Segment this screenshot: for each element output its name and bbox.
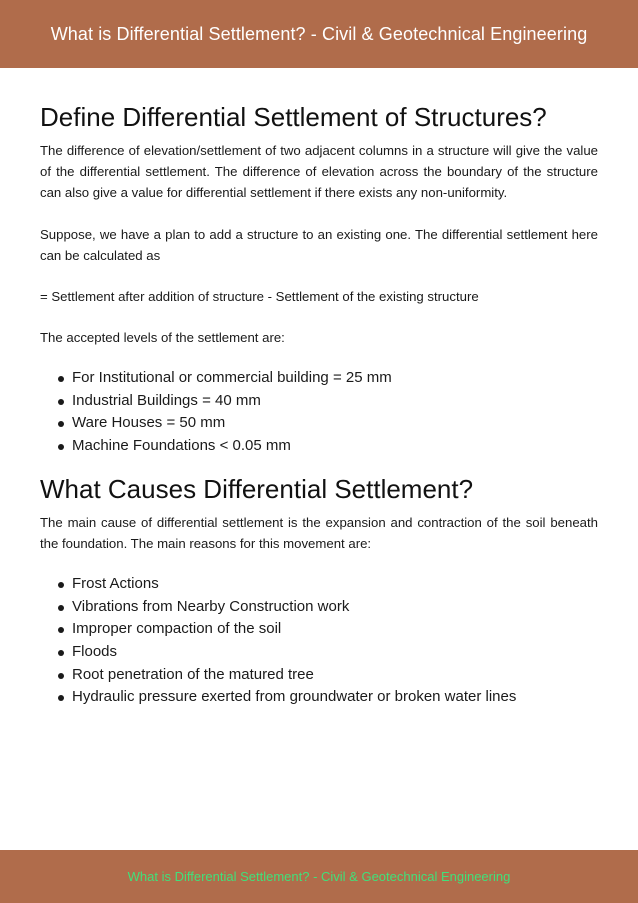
list-item: Vibrations from Nearby Construction work: [72, 596, 598, 619]
list-item: Industrial Buildings = 40 mm: [72, 390, 598, 413]
list-item: Root penetration of the matured tree: [72, 664, 598, 687]
causes-list: [40, 573, 598, 709]
page-header: [0, 0, 638, 68]
page-footer: [0, 850, 638, 903]
levels-intro: The accepted levels of the settlement are:: [40, 330, 285, 345]
list-item: Machine Foundations < 0.05 mm: [72, 435, 598, 458]
footer-link[interactable]: What is Differential Settlement? - Civil & Geotechnical Engineering: [127, 869, 511, 884]
list-item: Improper compaction of the soil: [72, 618, 598, 641]
header-title: What is Differential Settlement? - Civil & Geotechnical Engineering: [50, 23, 588, 44]
list-item: For Institutional or commercial building = 25 mm: [72, 367, 598, 390]
article-body: [40, 100, 598, 709]
list-item: Ware Houses = 50 mm: [72, 412, 598, 435]
definition-paragraph: The difference of elevation/settlement of two adjacent columns in a structure will give the value of the differential settlement. The difference of elevation across the boundary of the structure can also give a value for differential settlement if there exists any non-uniformity.: [40, 143, 598, 200]
section1-heading: Define Differential Settlement of Structures?: [40, 102, 547, 132]
formula-line: = Settlement after addition of structure - Settlement of the existing structure: [40, 289, 479, 304]
list-item: Floods: [72, 641, 598, 664]
list-item: Frost Actions: [72, 573, 598, 596]
list-item: Hydraulic pressure exerted from groundwater or broken water lines: [72, 686, 598, 709]
section2-heading: What Causes Differential Settlement?: [40, 473, 474, 504]
causes-paragraph: The main cause of differential settlement is the expansion and contraction of the soil beneath the foundation. The main reasons for this movement are:: [40, 514, 598, 551]
calculation-paragraph: Suppose, we have a plan to add a structure to an existing one. The differential settlement here can be calculated as: [40, 227, 598, 263]
levels-list: [40, 367, 598, 458]
